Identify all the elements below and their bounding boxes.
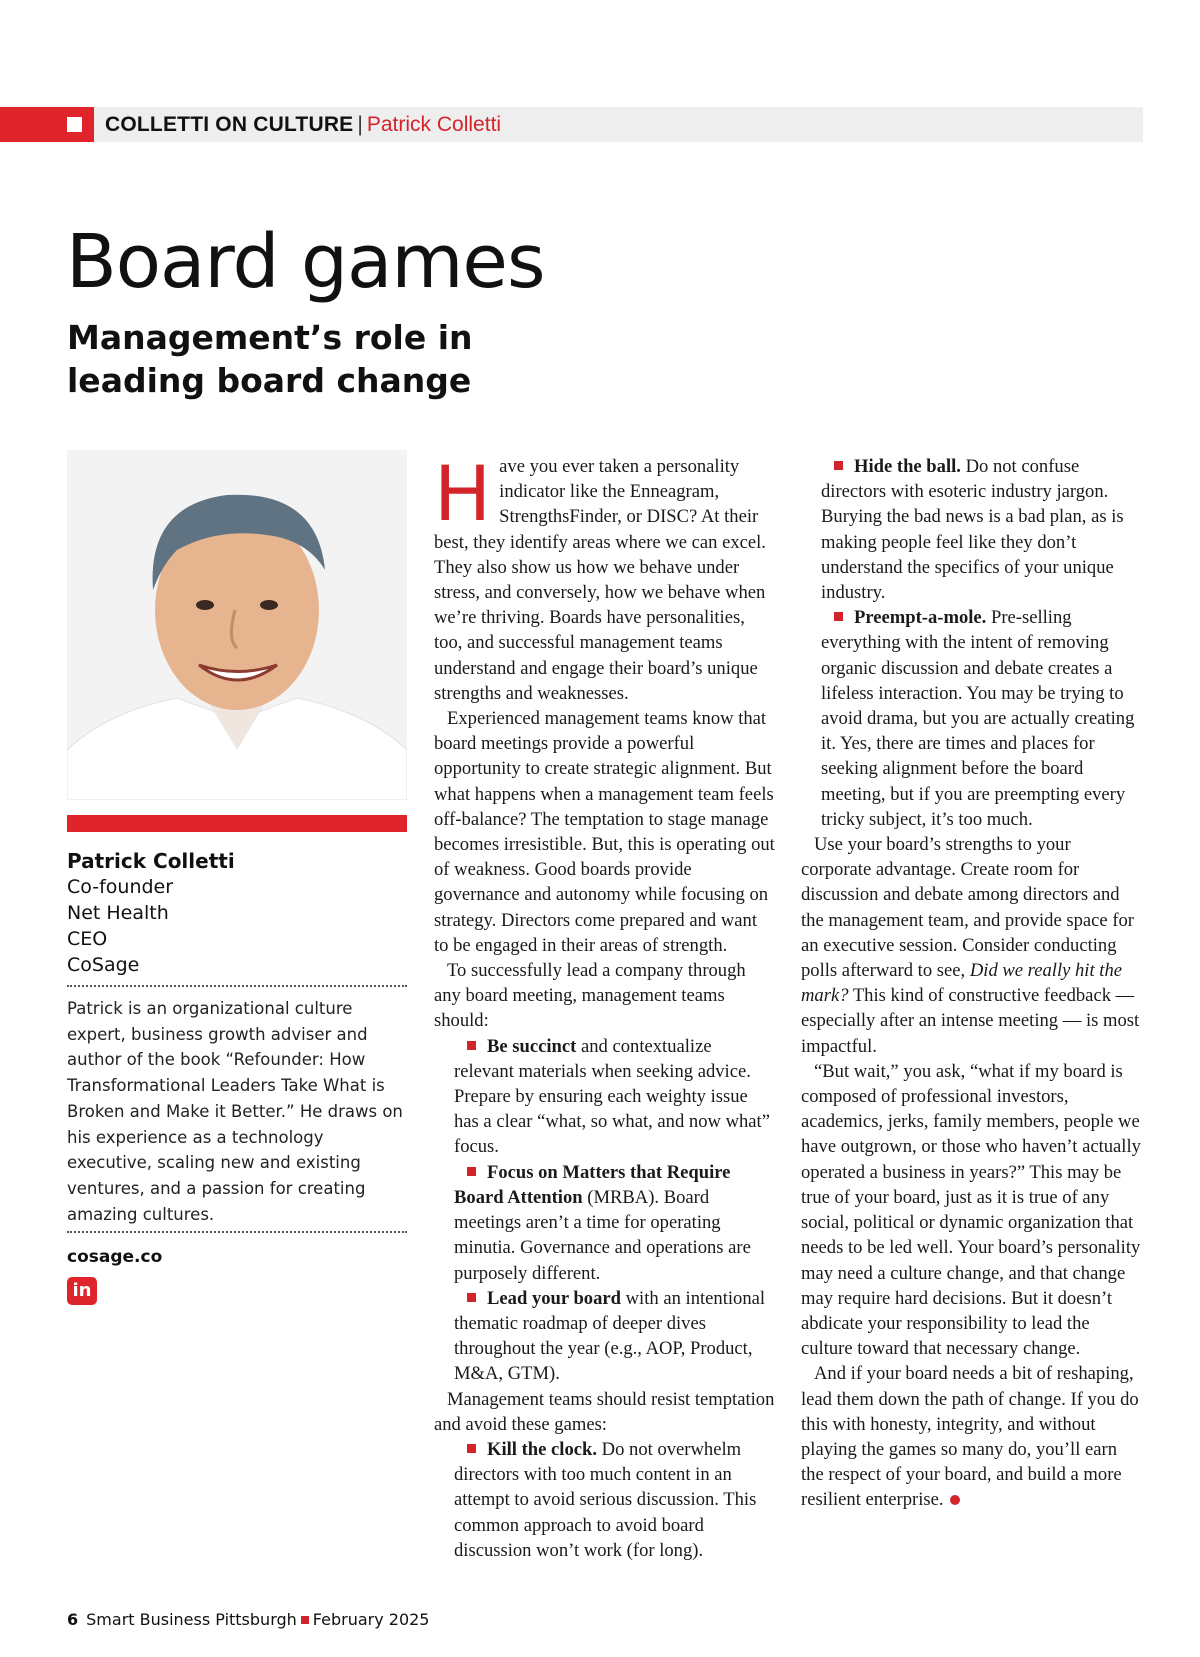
bio-company: Net Health bbox=[67, 902, 169, 924]
list-item: Focus on Matters that Require Board Attention (MRBA). Board meetings aren’t a time for operating minutia. Governance and operations are purposely different. bbox=[454, 1161, 751, 1284]
paragraph: And if your board needs a bit of reshaping, lead them down the path of change. If you do this with honesty, integrity, and without playing the games so many do, you’ll earn the respect of your board, and build a more resilient enterprise. bbox=[801, 1363, 1139, 1511]
article-column-2 bbox=[801, 454, 1143, 1513]
bullet-square-icon bbox=[834, 461, 843, 470]
article-title: Board games bbox=[66, 219, 545, 305]
bullet-square-icon bbox=[467, 1444, 476, 1453]
bio-title: Co-founder bbox=[67, 876, 174, 898]
list-item: Lead your board with an intentional thematic roadmap of deeper dives throughout the year (e.g., AOP, Product, M&A, GTM). bbox=[454, 1287, 766, 1385]
bullet-square-icon bbox=[467, 1293, 476, 1302]
list-item: Hide the ball. Do not confuse directors with esoteric industry jargon. Burying the bad news is a bad plan, as is making people feel like they don’t understand the specifics of your unique industry. bbox=[821, 456, 1124, 604]
publication-name: Smart Business Pittsburgh bbox=[86, 1610, 297, 1629]
list-item: Preempt-a-mole. Pre-selling everything with the intent of removing organic discussion and debate creates a lifeless interaction. You may be trying to avoid drama, but you are actually creating it. Yes, there are times and places for seeking alignment before the board meeting, but if you are preempting every tricky subject, it’s too much. bbox=[821, 607, 1135, 830]
end-mark-icon bbox=[950, 1495, 960, 1505]
author-photo bbox=[67, 450, 407, 800]
header-separator: | bbox=[357, 113, 363, 136]
drop-cap: H bbox=[434, 449, 492, 538]
bullet-square-icon bbox=[834, 612, 843, 621]
bio-company: CoSage bbox=[67, 954, 140, 976]
header-author: Patrick Colletti bbox=[366, 113, 502, 136]
bullet-square-icon bbox=[467, 1041, 476, 1050]
bio-name: Patrick Colletti bbox=[67, 849, 235, 873]
paragraph: Use your board’s strengths to your corporate advantage. Create room for discussion and debate among directors and the management team, and provide space for an executive session. Consider conducting polls afterward to see, Did we really hit the mark? This kind of constructive feedback — especially after an intense meeting — is most impactful. bbox=[801, 834, 1140, 1057]
linkedin-icon[interactable]: in bbox=[67, 1277, 97, 1305]
paragraph: Management teams should resist temptation and avoid these games: bbox=[434, 1388, 775, 1435]
page-number: 6 bbox=[67, 1610, 79, 1629]
list-item: Kill the clock. Do not overwhelm directors with too much content in an attempt to avoid serious discussion. This common approach to avoid board discussion won’t work (for long). bbox=[454, 1438, 757, 1561]
bio-title: CEO bbox=[67, 928, 108, 950]
paragraph: Have you ever taken a personality indicator like the Enneagram, StrengthsFinder, or DISC? At their best, they identify areas where we can excel. They also show us how we behave under stress, and conversely, how we behave when we’re thriving. Boards have personalities, too, and successful management teams understand and engage their board’s unique strengths and weaknesses. bbox=[434, 449, 766, 704]
section-square-icon bbox=[67, 117, 82, 132]
bullet-square-icon bbox=[467, 1167, 476, 1176]
divider bbox=[67, 985, 407, 987]
photo-accent-bar bbox=[67, 815, 407, 832]
article-column-1 bbox=[434, 449, 776, 1563]
column-name: COLLETTI ON CULTURE bbox=[105, 113, 354, 136]
page-footer bbox=[67, 1610, 429, 1629]
bio-text: Patrick is an organizational culture expert, business growth adviser and author of the book “Refounder: How Transformational Leaders Take What is Broken and Make it Better.” He draws on his experience as a technology executive, scaling new and existing ventures, and a passion for creating amazing cultures. bbox=[67, 999, 403, 1224]
list-item: Be succinct and contextualize relevant materials when seeking advice. Prepare by ensuring each weighty issue has a clear “what, so what, and now what” focus. bbox=[454, 1035, 770, 1158]
website-link[interactable]: cosage.co bbox=[67, 1247, 163, 1267]
paragraph: To successfully lead a company through any board meeting, management teams should: bbox=[434, 960, 746, 1032]
section-header bbox=[105, 107, 501, 142]
paragraph: Experienced management teams know that board meetings provide a powerful opportunity to create strategic alignment. But what happens when a management team feels off-balance? The temptation to stage manage becomes irresistible. But, this is operating out of weakness. Good boards provide governance and autonomy while focusing on strategy. Directors come prepared and want to be engaged in their areas of strength. bbox=[434, 708, 775, 956]
article-subtitle: Management’s role in leading board change bbox=[67, 318, 473, 400]
divider bbox=[67, 1231, 407, 1233]
paragraph: “But wait,” you ask, “what if my board is composed of professional investors, academics, jerks, family members, people we have outgrown, or those who haven’t actually operated a business in years?” This may be true of your board, just as it is true of any social, political or dynamic organization that needs to be led well. Your board’s personality may need a culture change, and that change may require hard decisions. But it doesn’t abdicate your responsibility to lead the culture toward that necessary change. bbox=[801, 1060, 1141, 1360]
issue-date: February 2025 bbox=[312, 1610, 430, 1629]
footer-square-icon bbox=[301, 1616, 309, 1624]
